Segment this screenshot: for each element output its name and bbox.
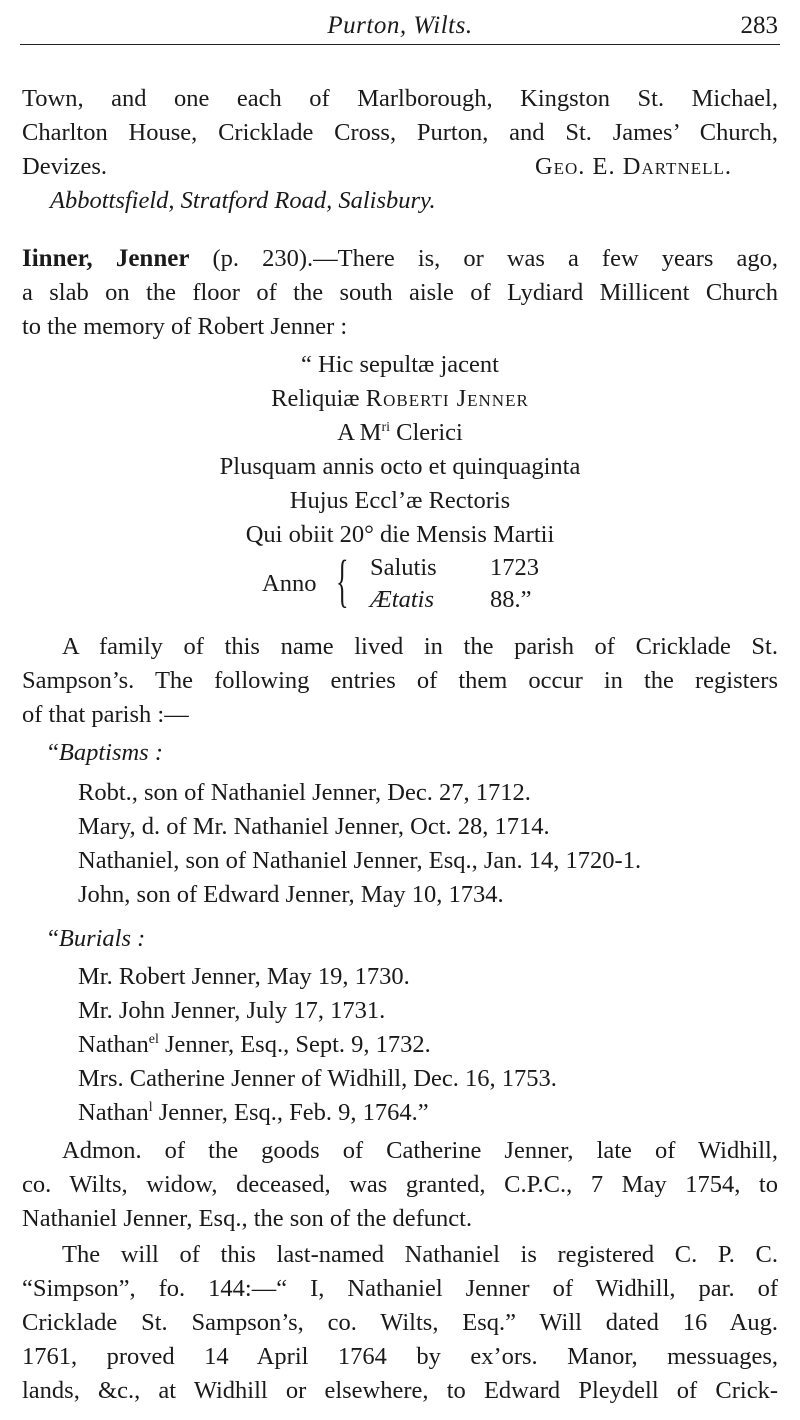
page-header [20, 8, 780, 45]
burial-entry-3-a: Nathan [78, 1031, 149, 1058]
burials-heading [48, 924, 800, 954]
opening-line-3-text: Devizes. [22, 153, 108, 180]
inscription-name: Roberti Jenner [365, 385, 529, 412]
inscription-line-3-b: Clerici [390, 419, 463, 446]
entry-heading: Iinner, Jenner [22, 245, 190, 272]
will-line-1: The will of this last-named Nathaniel is registered C. P. C. [62, 1241, 778, 1268]
inscription-line-2-a: Reliquiæ [271, 385, 366, 412]
inscription-line-4: Plusquam annis octo et quinquaginta [219, 453, 581, 480]
will-line-3: Cricklade St. Sampson’s, co. Wilts, Esq.” Will dated 16 Aug. [22, 1309, 778, 1336]
burials-quote: “ [48, 925, 59, 952]
burial-entry [78, 1030, 800, 1060]
burial-entry: Mr. John Jenner, July 17, 1731. [78, 997, 386, 1024]
burial-entry: Mr. Robert Jenner, May 19, 1730. [78, 963, 410, 990]
burial-entry-5-b: Jenner, Esq., Feb. 9, 1764.” [152, 1099, 429, 1126]
opening-line-2: Charlton House, Cricklade Cross, Purton, and St. James’ Church, [22, 119, 778, 146]
burial-entry: Mrs. Catherine Jenner of Widhill, Dec. 16, 1753. [78, 1065, 557, 1092]
will-line-5: lands, &c., at Widhill or elsewhere, to Edward Pleydell of Crick- [22, 1377, 778, 1404]
inscription-line-3-sup: ri [381, 420, 391, 435]
will-line-2: “Simpson”, fo. 144:—“ I, Nathaniel Jenner of Widhill, par. of [22, 1275, 778, 1302]
opening-line-3 [22, 152, 778, 182]
anno-block [262, 548, 582, 618]
brace-glyph: { [336, 548, 349, 613]
inscription-line-3 [0, 418, 800, 448]
family-line-1: A family of this name lived in the parish of Cricklade St. [62, 633, 778, 660]
admon-line-2: co. Wilts, widow, deceased, was granted, C.P.C., 7 May 1754, to [22, 1171, 778, 1198]
burials-heading-text: Burials : [58, 925, 146, 952]
burial-entry-5-sup: l [148, 1100, 153, 1115]
signature: Geo. E. Dartnell. [534, 153, 732, 180]
will-line-4: 1761, proved 14 April 1764 by ex’ors. Manor, messuages, [22, 1343, 778, 1370]
burial-entry-3-b: Jenner, Esq., Sept. 9, 1732. [158, 1031, 431, 1058]
anno-salutis-label: Salutis [370, 554, 437, 581]
baptism-entry: Nathaniel, son of Nathaniel Jenner, Esq., Jan. 14, 1720-1. [78, 847, 642, 874]
inscription-line-1: “ Hic sepultæ jacent [301, 351, 499, 378]
page-number: 283 [740, 12, 778, 39]
inscription-line-5: Hujus Eccl’æ Rectoris [289, 487, 511, 514]
inscription-line-2 [0, 384, 800, 414]
anno-aetatis-label: Ætatis [370, 586, 434, 613]
family-line-2: Sampson’s. The following entries of them occur in the registers [22, 667, 778, 694]
family-line-3: of that parish :— [22, 701, 189, 728]
entry-line-3: to the memory of Robert Jenner : [22, 313, 348, 340]
baptisms-quote: “ [48, 739, 59, 766]
burial-entry [78, 1098, 800, 1128]
inscription-line-6: Qui obiit 20° die Mensis Martii [245, 521, 555, 548]
entry-line-1-rest: (p. 230).—There is, or was a few years ago, [189, 245, 778, 272]
address: Abbottsfield, Stratford Road, Salisbury. [50, 187, 436, 214]
admon-line-1: Admon. of the goods of Catherine Jenner, late of Widhill, [62, 1137, 778, 1164]
running-title: Purton, Wilts. [327, 12, 473, 39]
baptisms-heading [48, 738, 800, 768]
entry-line-1 [22, 244, 778, 274]
baptism-entry: Robt., son of Nathaniel Jenner, Dec. 27, 1712. [78, 779, 531, 806]
burial-entry-3-sup: el [148, 1032, 159, 1047]
anno-salutis-value: 1723 [490, 554, 539, 581]
entry-line-2: a slab on the floor of the south aisle of Lydiard Millicent Church [22, 279, 778, 306]
baptisms-heading-text: Baptisms : [58, 739, 163, 766]
baptism-entry: Mary, d. of Mr. Nathaniel Jenner, Oct. 28, 1714. [78, 813, 550, 840]
admon-line-3: Nathaniel Jenner, Esq., the son of the defunct. [22, 1205, 473, 1232]
opening-line-1: Town, and one each of Marlborough, Kingston St. Michael, [22, 85, 778, 112]
anno-aetatis-value: 88.” [490, 586, 532, 613]
inscription-line-3-a: A M [337, 419, 382, 446]
anno-word: Anno [262, 570, 317, 597]
burial-entry-5-a: Nathan [78, 1099, 149, 1126]
baptism-entry: John, son of Edward Jenner, May 10, 1734. [78, 881, 504, 908]
